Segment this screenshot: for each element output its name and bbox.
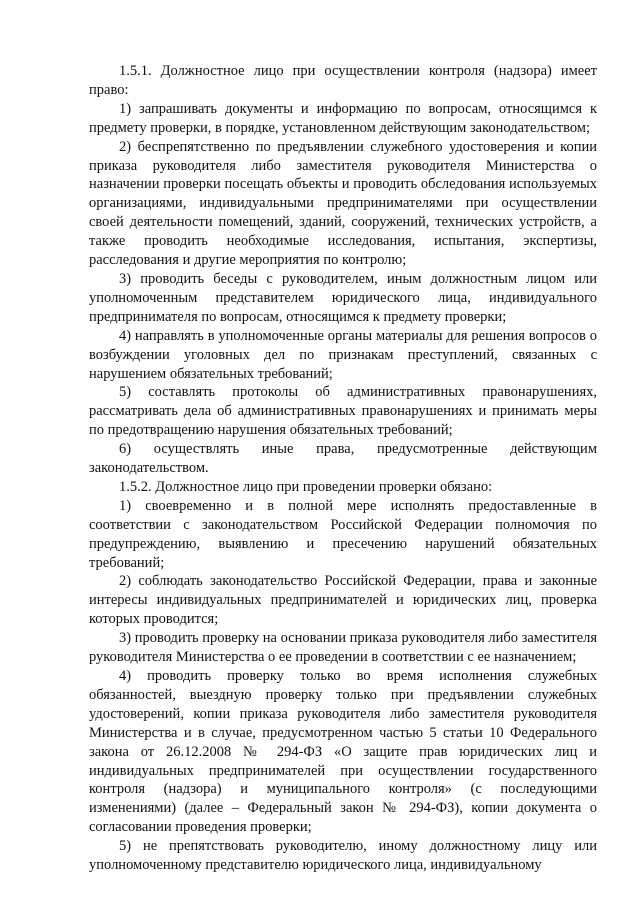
paragraph-right-1: 1) запрашивать документы и информацию по вопросам, относящимся к предмету проверки, в порядке, установленном действующим законодательством;: [89, 100, 597, 136]
paragraph-1-5-1: 1.5.1. Должностное лицо при осуществлении контроля (надзора) имеет право:: [89, 63, 597, 98]
paragraph-1-5-2: 1.5.2. Должностное лицо при проведении проверки обязано:: [119, 478, 493, 495]
paragraph-right-3: 3) проводить беседы с руководителем, иным должностным лицом или уполномоченным представителем юридического лица, индивидуального предпринимателя по вопросам, относящимся к предмету проверки;: [89, 270, 597, 325]
paragraph-right-4: 4) направлять в уполномоченные органы материалы для решения вопросов о возбуждении уголовных дел по признакам преступлений, связанных с нарушением обязательных требований;: [89, 327, 597, 382]
paragraph-right-2: 2) беспрепятственно по предъявлении служебного удостоверения и копии приказа руководителя либо заместителя руководителя Министерства о назначении проверки посещать объекты и проводить обследования используемых организациями, индивидуальными предпринимателями при осуществлении своей деятельности помещений, зданий, сооружений, технических устройств, а также проводить необходимые исследования, испытания, экспертизы, расследования и другие мероприятия по контролю;: [89, 138, 597, 269]
paragraph-duty-3: 3) проводить проверку на основании приказа руководителя либо заместителя руководителя Министерства о ее проведении в соответствии с ее назначением;: [89, 630, 597, 666]
paragraph-duty-4: 4) проводить проверку только во время исполнения служебных обязанностей, выездную проверку только при предъявлении служебных удостоверений, копии приказа руководителя либо заместителя руководителя Министерства и в случае, предусмотренном частью 5 статьи 10 Федерального закона от 26.12.2008 № 294-ФЗ «О защите прав юридических лиц и индивидуальных предпринимателей при осуществлении государственного контроля (надзора) и муниципального контроля» (с последующими изменениями) (далее – Федеральный закон № 294-ФЗ), копии документа о согласовании проведения проверки;: [89, 668, 597, 836]
paragraph-right-5: 5) составлять протоколы об административных правонарушениях, рассматривать дела об административных правонарушениях и принимать меры по предотвращению нарушения обязательных требований;: [89, 384, 597, 439]
paragraph-duty-5: 5) не препятствовать руководителю, иному должностному лицу или уполномоченному представителю юридического лица, индивидуальному: [89, 838, 597, 874]
paragraph-right-6: 6) осуществлять иные права, предусмотренные действующим законодательством.: [89, 441, 597, 477]
paragraph-duty-2: 2) соблюдать законодательство Российской Федерации, права и законные интересы индивидуальных предпринимателей и юридических лиц, проверка которых проводится;: [89, 573, 597, 628]
paragraph-duty-1: 1) своевременно и в полной мере исполнять предоставленные в соответствии с законодательством Российской Федерации полномочия по предупреждению, выявлению и пресечению нарушений обязательных требований;: [89, 497, 597, 571]
